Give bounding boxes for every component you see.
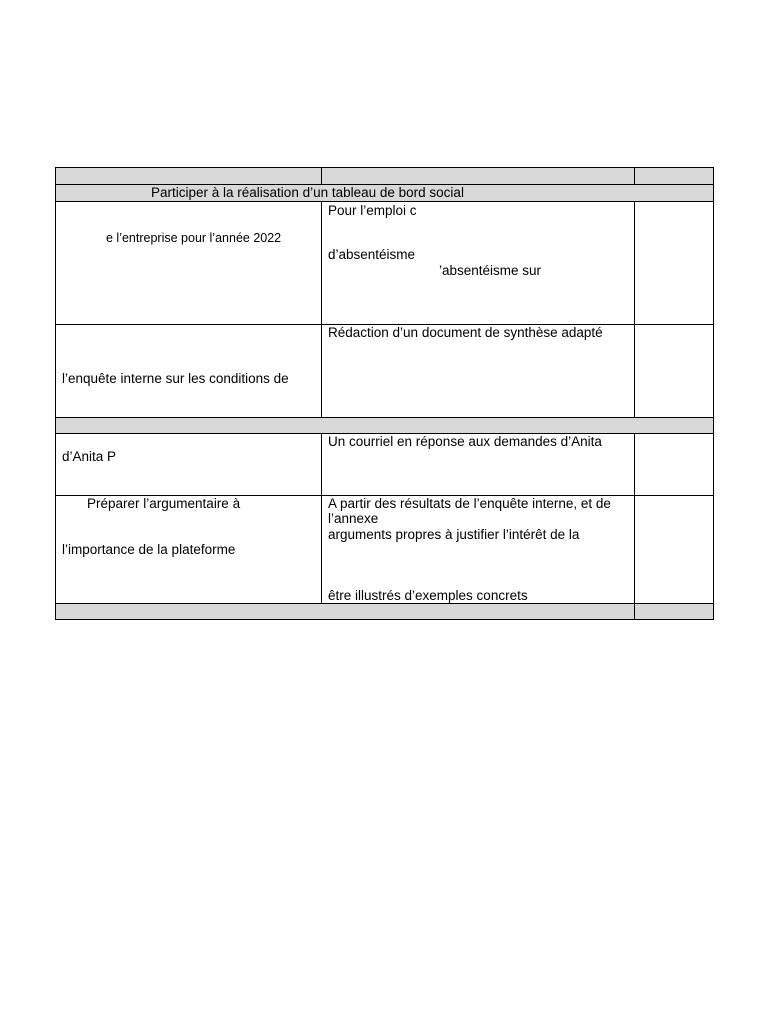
- separator-row: [56, 418, 713, 434]
- row-2-left-cell: [56, 325, 322, 418]
- row-1-left-text: e l’entreprise pour l’année 2022: [106, 231, 282, 245]
- row-4-left-line-1: Préparer l’argumentaire à: [87, 496, 241, 511]
- row-1-right-cell: [635, 202, 713, 325]
- row-2-left-text: l’enquête interne sur les conditions de: [62, 371, 289, 386]
- row-2-middle-line-1: Rédaction d’un document de synthèse adapté: [328, 325, 603, 340]
- row-4-middle-line-1: A partir des résultats de l’enquête interne, et de: [328, 496, 611, 511]
- row-1-middle-cell: [322, 202, 635, 325]
- section-title-row: [56, 185, 713, 202]
- section-title: Participer à la réalisation d’un tableau de bord social: [151, 185, 464, 200]
- tableau-de-bord-table: [55, 167, 714, 620]
- row-4-right-cell: [635, 496, 713, 604]
- row-4-left-line-2: l’importance de la plateforme: [62, 542, 236, 557]
- row-2-right-cell: [635, 325, 713, 418]
- row-2-middle-cell: [322, 325, 635, 418]
- row-3-left-text: d’Anita P: [62, 449, 117, 464]
- row-3-right-cell: [635, 434, 713, 496]
- row-1-middle-line-1: Pour l’emploi c: [328, 203, 417, 218]
- row-4-left-cell: [56, 496, 322, 604]
- footer-cell-1: [56, 604, 635, 619]
- row-4-middle-line-3: arguments propres à justifier l’intérêt de la: [328, 527, 580, 542]
- row-4-middle-cell: [322, 496, 635, 604]
- row-1-middle-line-3: ’absentéisme sur: [439, 263, 542, 278]
- row-4-middle-line-4: être illustrés d’exemples concrets: [328, 588, 528, 603]
- row-3-middle-cell: [322, 434, 635, 496]
- row-3-middle-line-1: Un courriel en réponse aux demandes d’Anita: [328, 434, 602, 449]
- header-cell-3: [635, 168, 713, 185]
- footer-cell-2: [635, 604, 713, 619]
- row-4-middle-line-2: l’annexe: [328, 511, 379, 526]
- row-1-left-cell: [56, 202, 322, 325]
- header-cell-1: [56, 168, 322, 185]
- header-cell-2: [322, 168, 635, 185]
- row-3-left-cell: [56, 434, 322, 496]
- row-1-middle-line-2: d’absentéisme: [328, 247, 416, 262]
